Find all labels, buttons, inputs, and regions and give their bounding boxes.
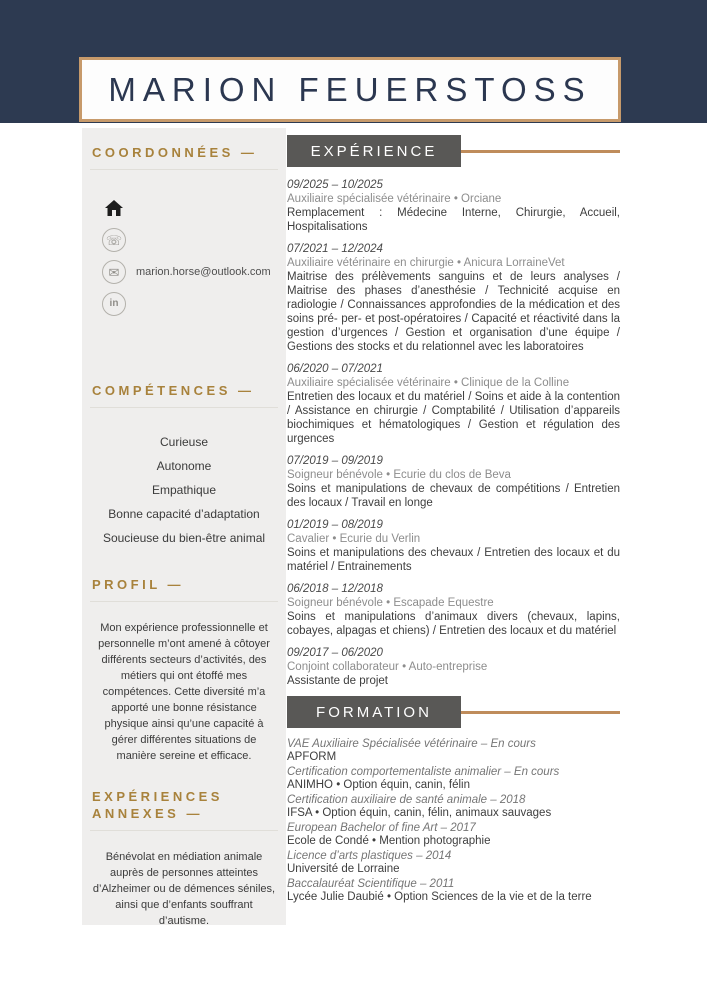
experience-entry: [287, 242, 620, 354]
formation-degree: VAE Auxiliaire Spécialisée vétérinaire – En cours: [287, 738, 536, 750]
email-text: marion.horse@outlook.com: [136, 266, 271, 278]
experience-period: 09/2025 – 10/2025: [287, 179, 383, 191]
formation-degree: Licence d’arts plastiques – 2014: [287, 850, 452, 862]
profil-text: Mon expérience professionnelle et personnelle m’ont amené à côtoyer différents secteurs d’activités, des métiers qui ont étoffé mes compétences. Cette diversité m’a apporté une bonne résistance physique ainsi qu’une capacité à gérer différentes situations de manière sereine et efficace.: [98, 622, 270, 762]
experience-description: Entretien des locaux et du matériel / Soins et aide à la contention / Assistance en chirurgie / Comptabilité / Utilisation d’appareils biochimiques et hématologiques / Gestion et régulation des urgences: [287, 391, 620, 445]
experience-description: Soins et manipulations d’animaux divers (chevaux, lapins, cobayes, alpagas et chiens) / Entretien des locaux et du matériel: [287, 611, 620, 637]
formation-entries: [287, 738, 620, 904]
candidate-name: MARION FEUERSTOSS: [108, 70, 592, 108]
experiences-annexes-text: Bénévolat en médiation animale auprès de personnes atteintes d’Alzheimer ou de démences séniles, ainsi que d’enfants souffrant d’autisme.: [92, 851, 276, 925]
formation-title: FORMATION: [287, 696, 461, 728]
formation-entry: [287, 794, 620, 820]
competence-item: Curieuse: [159, 435, 209, 449]
home-icon: [102, 196, 126, 220]
competences-heading: COMPÉTENCES —: [90, 382, 278, 408]
formation-degree: Certification auxiliaire de santé animale – 2018: [287, 794, 526, 806]
formation-header-rule: [461, 711, 620, 714]
name-plate: [79, 57, 621, 122]
competence-item: Bonne capacité d’adaptation: [108, 507, 260, 521]
formation-entry: [287, 822, 620, 848]
experience-description: Soins et manipulations des chevaux / Entretien des locaux et du matériel / Entrainements: [287, 547, 620, 573]
formation-entry: [287, 878, 620, 904]
experience-role-company: Soigneur bénévole • Ecurie du clos de Beva: [287, 469, 511, 481]
experience-period: 01/2019 – 08/2019: [287, 519, 383, 531]
formation-school: Ecole de Condé • Mention photographie: [287, 835, 491, 847]
experience-header-rule: [461, 150, 620, 153]
experience-entry: [287, 518, 620, 574]
experience-role-company: Cavalier • Ecurie du Verlin: [287, 533, 421, 545]
experience-entry: [287, 178, 620, 234]
contact-row-phone: [102, 228, 278, 252]
experience-entry: [287, 362, 620, 446]
experience-title: EXPÉRIENCE: [287, 135, 461, 167]
experience-description: Soins et manipulations de chevaux de compétitions / Entretien des locaux / Travail en longe: [287, 483, 620, 509]
experience-description: Assistante de projet: [287, 675, 389, 687]
experiences-annexes-heading: EXPÉRIENCES ANNEXES —: [90, 788, 278, 831]
experience-role-company: Auxiliaire spécialisée vétérinaire • Clinique de la Colline: [287, 377, 570, 389]
experience-description: Remplacement : Médecine Interne, Chirurgie, Accueil, Hospitalisations: [287, 207, 620, 233]
formation-entry: [287, 766, 620, 792]
formation-school: ANIMHO • Option équin, canin, félin: [287, 779, 471, 791]
contact-row-address: [102, 196, 278, 220]
experience-period: 07/2021 – 12/2024: [287, 243, 383, 255]
experience-period: 06/2018 – 12/2018: [287, 583, 383, 595]
formation-degree: Certification comportementaliste animalier – En cours: [287, 766, 560, 778]
experience-role-company: Auxiliaire spécialisée vétérinaire • Orciane: [287, 193, 502, 205]
contact-list: [102, 196, 278, 316]
experience-entries: [287, 178, 620, 688]
profil-heading: PROFIL —: [90, 576, 278, 602]
formation-school: Université de Lorraine: [287, 863, 400, 875]
formation-degree: European Bachelor of fine Art – 2017: [287, 822, 476, 834]
experience-description: Maitrise des prélèvements sanguins et de leurs analyses / Maitrise des phases d’anesthésie / Technicité acquise en radiologie / Connaissances approfondies de la médication et des soins pré- per- et post-opératoires / Capacité et réactivité dans la gestion d’urgences / Gestion et organisation d’une équipe / Gestions des stocks et du relationnel avec les laboratoires: [287, 271, 620, 353]
formation-entry: [287, 850, 620, 876]
formation-school: IFSA • Option équin, canin, félin, animaux sauvages: [287, 807, 552, 819]
experience-period: 07/2019 – 09/2019: [287, 455, 383, 467]
linkedin-icon: in: [102, 292, 126, 316]
coordonnees-heading: COORDONNÉES —: [90, 144, 278, 170]
experience-role-company: Auxiliaire vétérinaire en chirurgie • Anicura LorraineVet: [287, 257, 565, 269]
experience-role-company: Conjoint collaborateur • Auto-entreprise: [287, 661, 488, 673]
main-column: [287, 135, 620, 906]
formation-school: Lycée Julie Daubié • Option Sciences de la vie et de la terre: [287, 891, 592, 903]
formation-school: APFORM: [287, 751, 337, 763]
experience-role-company: Soigneur bénévole • Escapade Equestre: [287, 597, 494, 609]
competence-item: Autonome: [156, 459, 212, 473]
experience-header: [287, 135, 620, 167]
competences-list: [90, 430, 278, 550]
contact-row-linkedin: [102, 292, 278, 316]
email-icon: ✉: [102, 260, 126, 284]
experience-entry: [287, 582, 620, 638]
phone-icon: ☏: [102, 228, 126, 252]
contact-row-email: [102, 260, 278, 284]
formation-degree: Baccalauréat Scientifique – 2011: [287, 878, 455, 890]
experience-entry: [287, 646, 620, 688]
sidebar: [82, 128, 286, 925]
formation-entry: [287, 738, 620, 764]
experience-entry: [287, 454, 620, 510]
experience-period: 09/2017 – 06/2020: [287, 647, 383, 659]
formation-header: [287, 696, 620, 728]
competence-item: Empathique: [151, 483, 217, 497]
experience-period: 06/2020 – 07/2021: [287, 363, 383, 375]
competence-item: Soucieuse du bien-être animal: [102, 531, 266, 545]
